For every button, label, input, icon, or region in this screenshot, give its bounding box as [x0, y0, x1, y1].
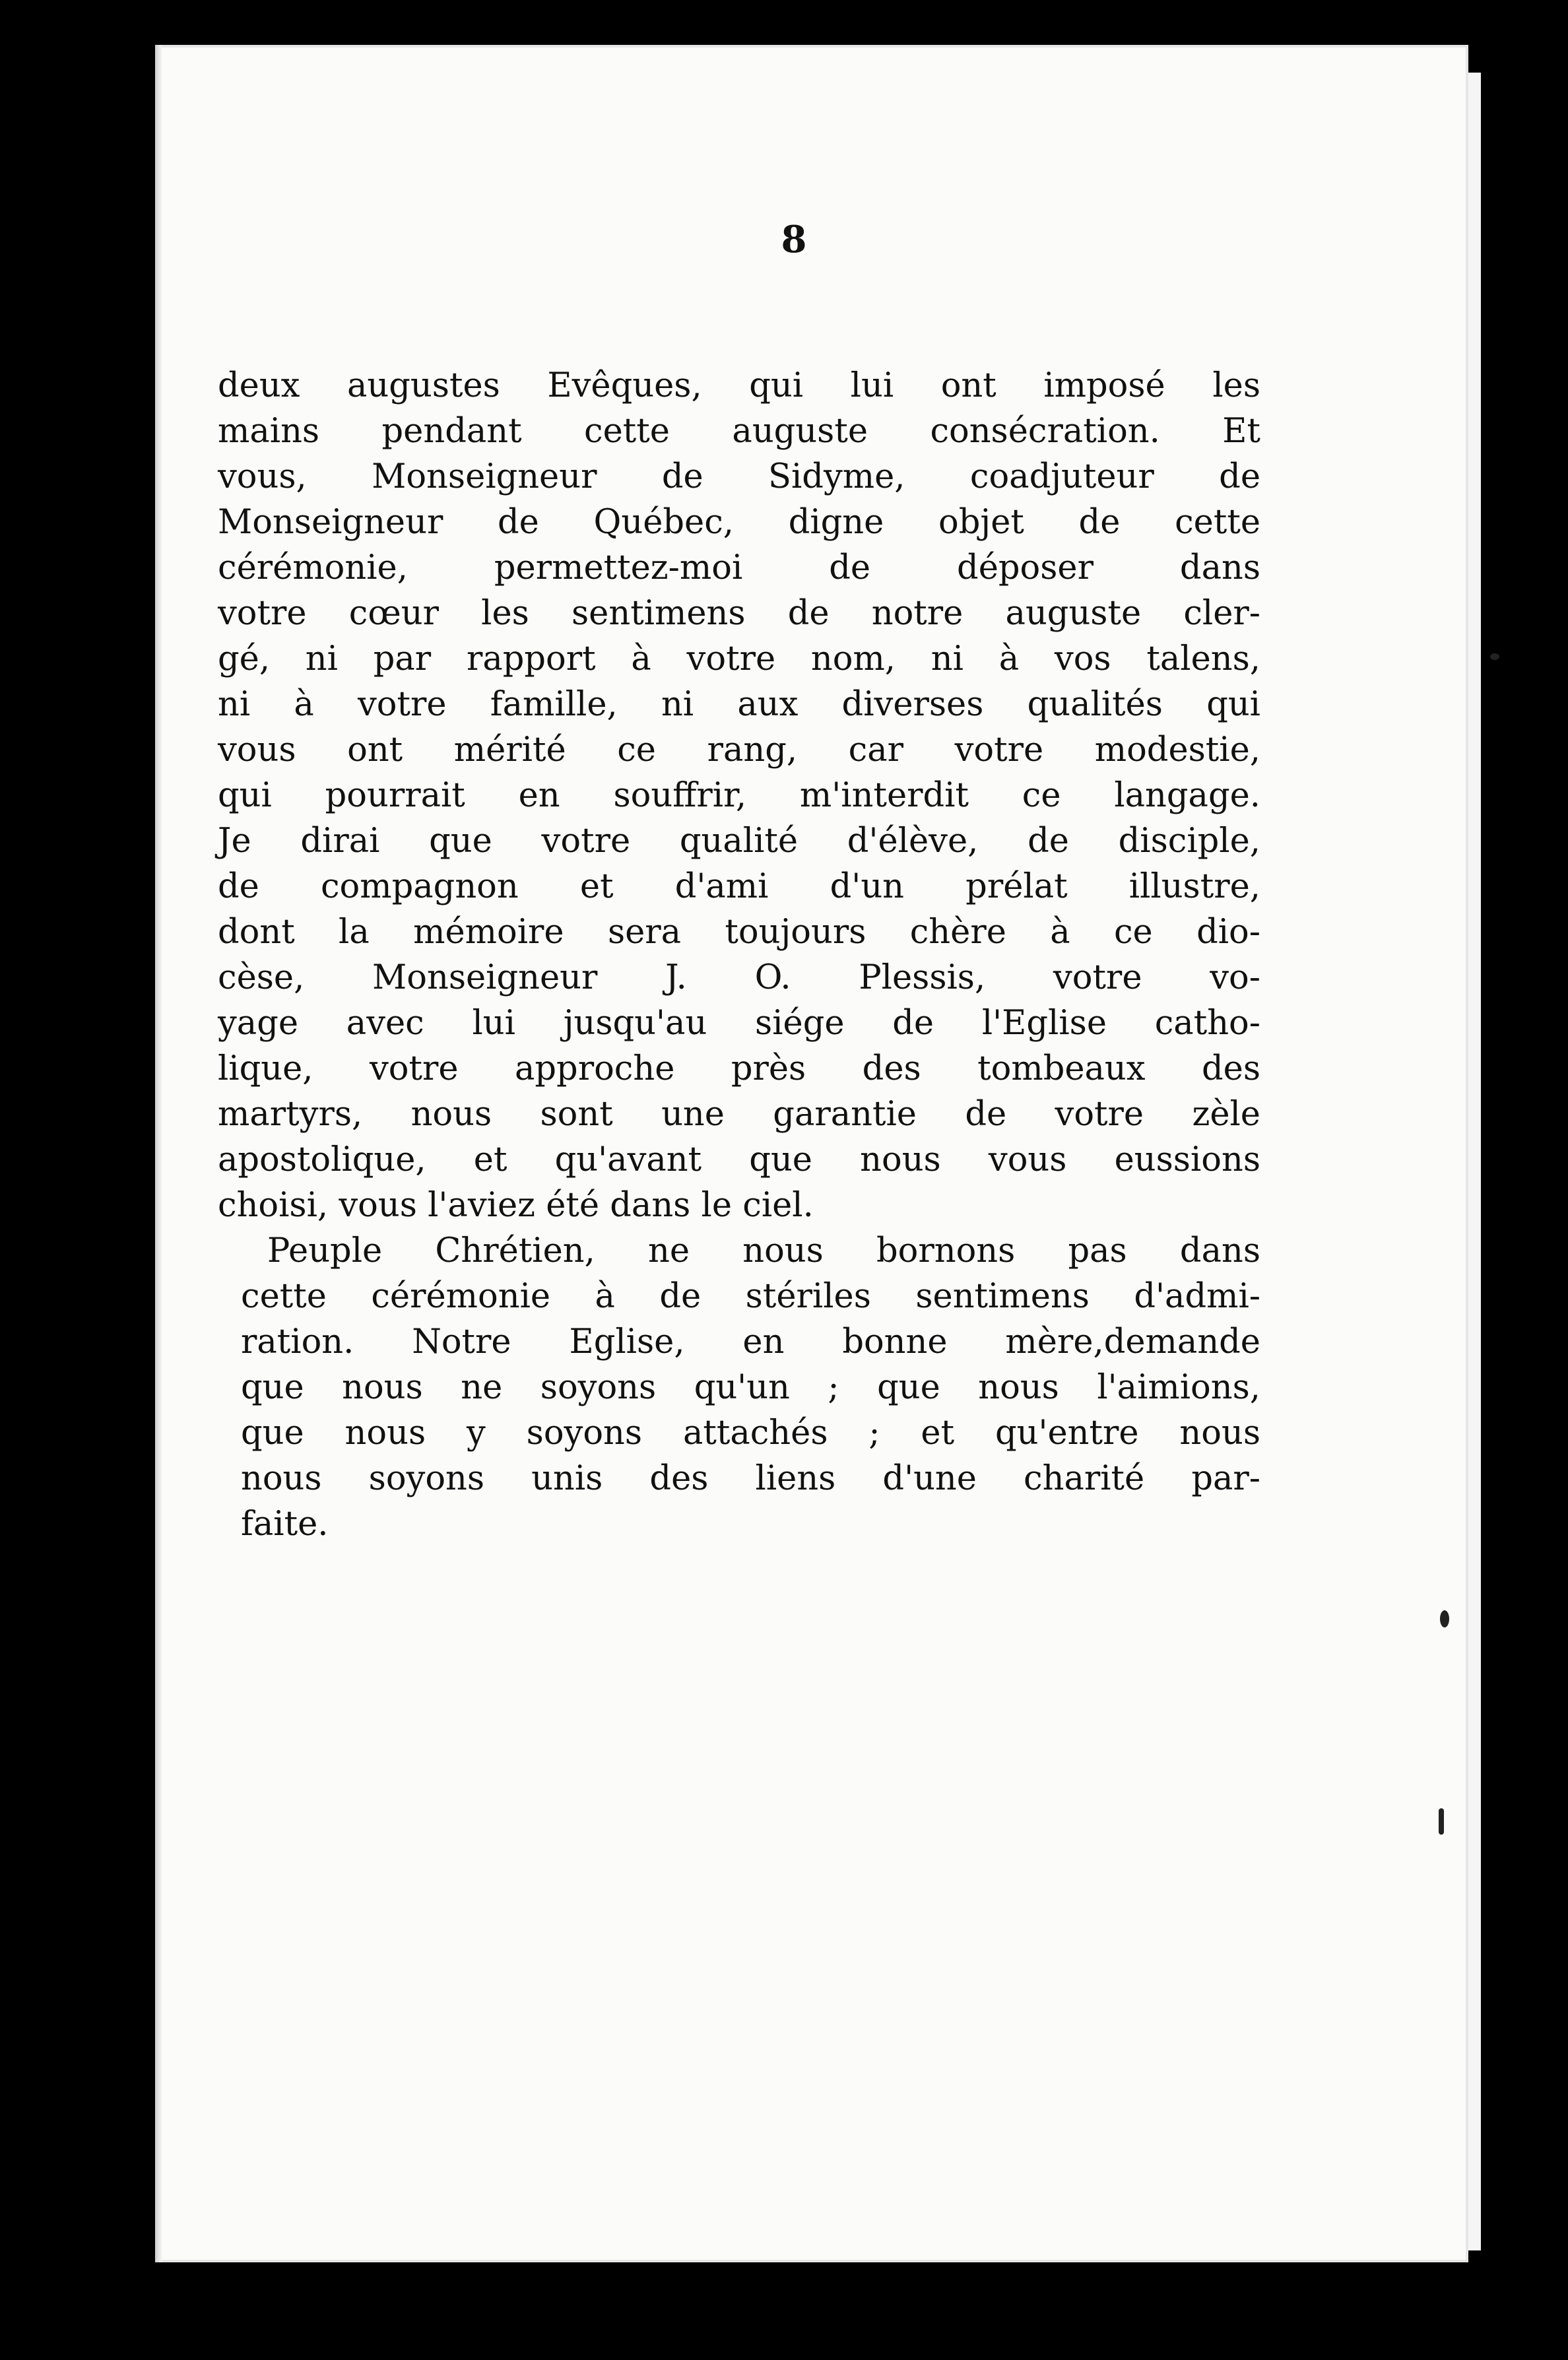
text-line: de compagnon et d'ami d'un prélat illustre, — [218, 867, 1260, 906]
text-line: martyrs, nous sont une garantie de votre zèle — [218, 1095, 1260, 1134]
scan-speck — [1440, 1610, 1449, 1627]
text-line: votre cœur les sentimens de notre auguste cler- — [218, 594, 1260, 633]
text-line: Monseigneur de Québec, digne objet de cette — [218, 503, 1260, 542]
text-line: vous, Monseigneur de Sidyme, coadjuteur de — [218, 457, 1260, 496]
body-text — [218, 363, 1260, 1547]
page-number: 8 — [781, 218, 807, 261]
text-line: cèse, Monseigneur J. O. Plessis, votre vo- — [218, 958, 1260, 997]
text-line: apostolique, et qu'avant que nous vous eussions — [218, 1140, 1260, 1179]
text-line: choisi, vous l'aviez été dans le ciel. — [218, 1186, 814, 1225]
text-line: Peuple Chrétien, ne nous bornons pas dans — [267, 1231, 1260, 1270]
text-line: gé, ni par rapport à votre nom, ni à vos talens, — [218, 639, 1260, 678]
text-line: que nous y soyons attachés ; et qu'entre nous — [241, 1414, 1260, 1453]
scan-speck — [1490, 653, 1499, 660]
text-line: Je dirai que votre qualité d'élève, de disciple, — [218, 822, 1260, 861]
text-line: qui pourrait en souffrir, m'interdit ce langage. — [218, 776, 1260, 815]
text-line: deux augustes Evêques, qui lui ont imposé les — [218, 366, 1260, 405]
page-left-edge — [155, 45, 162, 2262]
text-line: vous ont mérité ce rang, car votre modestie, — [218, 731, 1260, 770]
text-line: faite. — [241, 1505, 329, 1544]
text-line: cérémonie, permettez-moi de déposer dans — [218, 548, 1260, 587]
text-line: que nous ne soyons qu'un ; que nous l'aimions, — [241, 1368, 1260, 1407]
text-line: ration. Notre Eglise, en bonne mère,demande — [241, 1323, 1260, 1361]
text-line: nous soyons unis des liens d'une charité par- — [241, 1459, 1260, 1498]
text-line: mains pendant cette auguste consécration. Et — [218, 412, 1260, 451]
text-line: ni à votre famille, ni aux diverses qualités qui — [218, 685, 1260, 724]
text-line: lique, votre approche près des tombeaux des — [218, 1049, 1260, 1088]
text-line: dont la mémoire sera toujours chère à ce dio- — [218, 913, 1260, 952]
text-line: cette cérémonie à de stériles sentimens d'admi- — [241, 1277, 1260, 1316]
text-line: yage avec lui jusqu'au siége de l'Eglise catho- — [218, 1004, 1260, 1043]
scan-speck — [1439, 1808, 1444, 1835]
